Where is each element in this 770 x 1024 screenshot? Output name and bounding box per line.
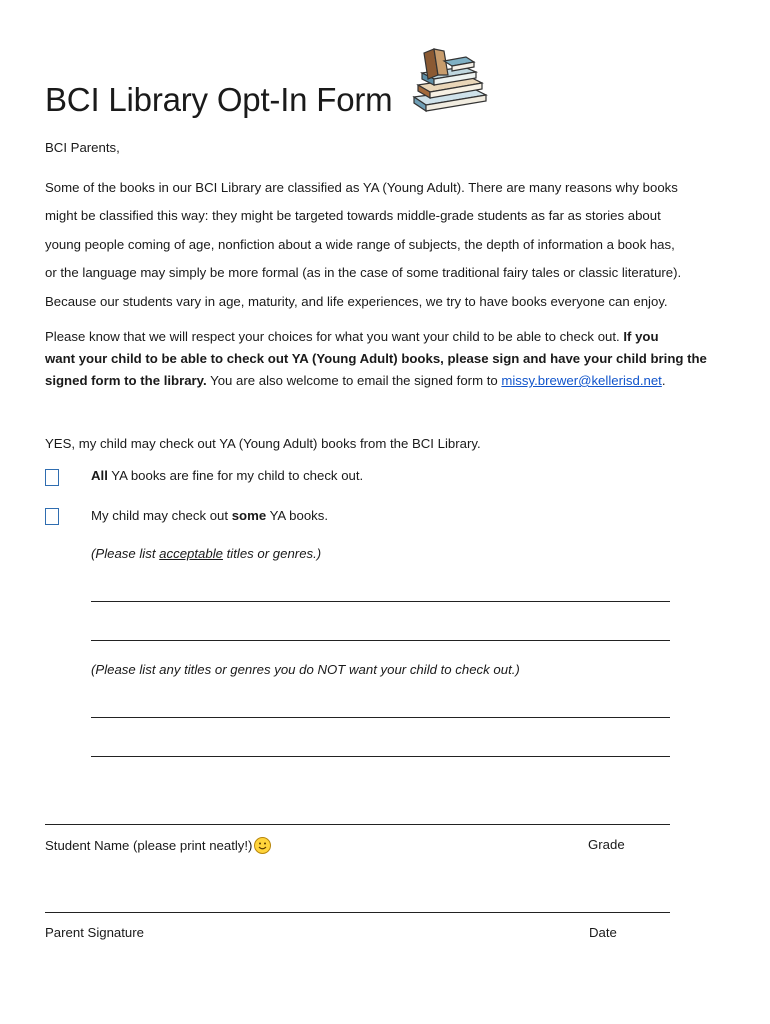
all-books-checkbox[interactable]: [45, 469, 59, 486]
all-bold: All: [91, 468, 108, 483]
parent-signature-line[interactable]: [45, 912, 670, 913]
some-post: YA books.: [266, 508, 328, 523]
note-post: titles or genres.): [222, 546, 322, 561]
intro-line: Some of the books in our BCI Library are classified as YA (Young Adult). There are many reasons why books: [45, 180, 678, 195]
respect-text: Please know that we will respect your choices for what you want your child to be able to check out.: [45, 329, 624, 344]
intro-line: young people coming of age, nonfiction about a wide range of subjects, the depth of information a book has,: [45, 236, 675, 252]
instructions-bold-2: want your child to be able to check out YA (Young Adult) books, please sign and have your child bring the: [45, 351, 707, 366]
acceptable-titles-note: [91, 546, 321, 561]
not-wanted-titles-line-1[interactable]: [91, 717, 670, 718]
parent-signature-label: Parent Signature: [45, 925, 144, 940]
intro-line: might be classified this way: they might be targeted towards middle-grade students as far as stories about: [45, 208, 661, 224]
grade-label: Grade: [588, 837, 625, 852]
not-wanted-titles-line-2[interactable]: [91, 756, 670, 757]
note-pre: (Please list: [91, 546, 160, 561]
intro-line: Because our students vary in age, maturity, and life experiences, we try to have books everyone can enjoy.: [45, 293, 668, 309]
intro-line: or the language may simply be more formal (as in the case of some traditional fairy tales or classic literature).: [45, 265, 682, 281]
email-link[interactable]: missy.brewer@kellerisd.net: [501, 373, 662, 388]
note-underlined: acceptable: [159, 546, 223, 561]
instructions-line-3: [45, 370, 725, 392]
date-label: Date: [589, 925, 617, 940]
instructions-line-1: [45, 326, 725, 348]
some-bold: some: [231, 508, 267, 523]
acceptable-titles-line-2[interactable]: [91, 640, 670, 641]
student-name-label: [45, 837, 271, 854]
intro-paragraph: [45, 174, 725, 316]
yes-statement: YES, my child may check out YA (Young Adult) books from the BCI Library.: [45, 436, 481, 451]
all-books-option-label: [91, 468, 363, 483]
page-title: BCI Library Opt-In Form: [45, 81, 393, 118]
email-end: .: [661, 373, 666, 388]
instructions-bold-3: signed form to the library.: [45, 373, 207, 388]
instructions-bold-1: If you: [623, 329, 659, 344]
email-intro: You are also welcome to email the signed form to: [206, 373, 502, 388]
some-pre: My child may check out: [91, 508, 232, 523]
not-wanted-titles-note: (Please list any titles or genres you do NOT want your child to check out.): [91, 662, 520, 677]
stack-of-books-icon: [404, 45, 490, 117]
student-name-line[interactable]: [45, 824, 670, 825]
some-books-option-label: [91, 508, 328, 523]
smiley-face-icon: [254, 837, 271, 854]
greeting: BCI Parents,: [45, 140, 120, 155]
instructions-paragraph: [45, 326, 725, 392]
student-name-text: Student Name (please print neatly!): [45, 838, 253, 853]
instructions-line-2: [45, 348, 725, 370]
all-rest: YA books are fine for my child to check out.: [107, 468, 364, 483]
acceptable-titles-line-1[interactable]: [91, 601, 670, 602]
some-books-checkbox[interactable]: [45, 508, 59, 525]
